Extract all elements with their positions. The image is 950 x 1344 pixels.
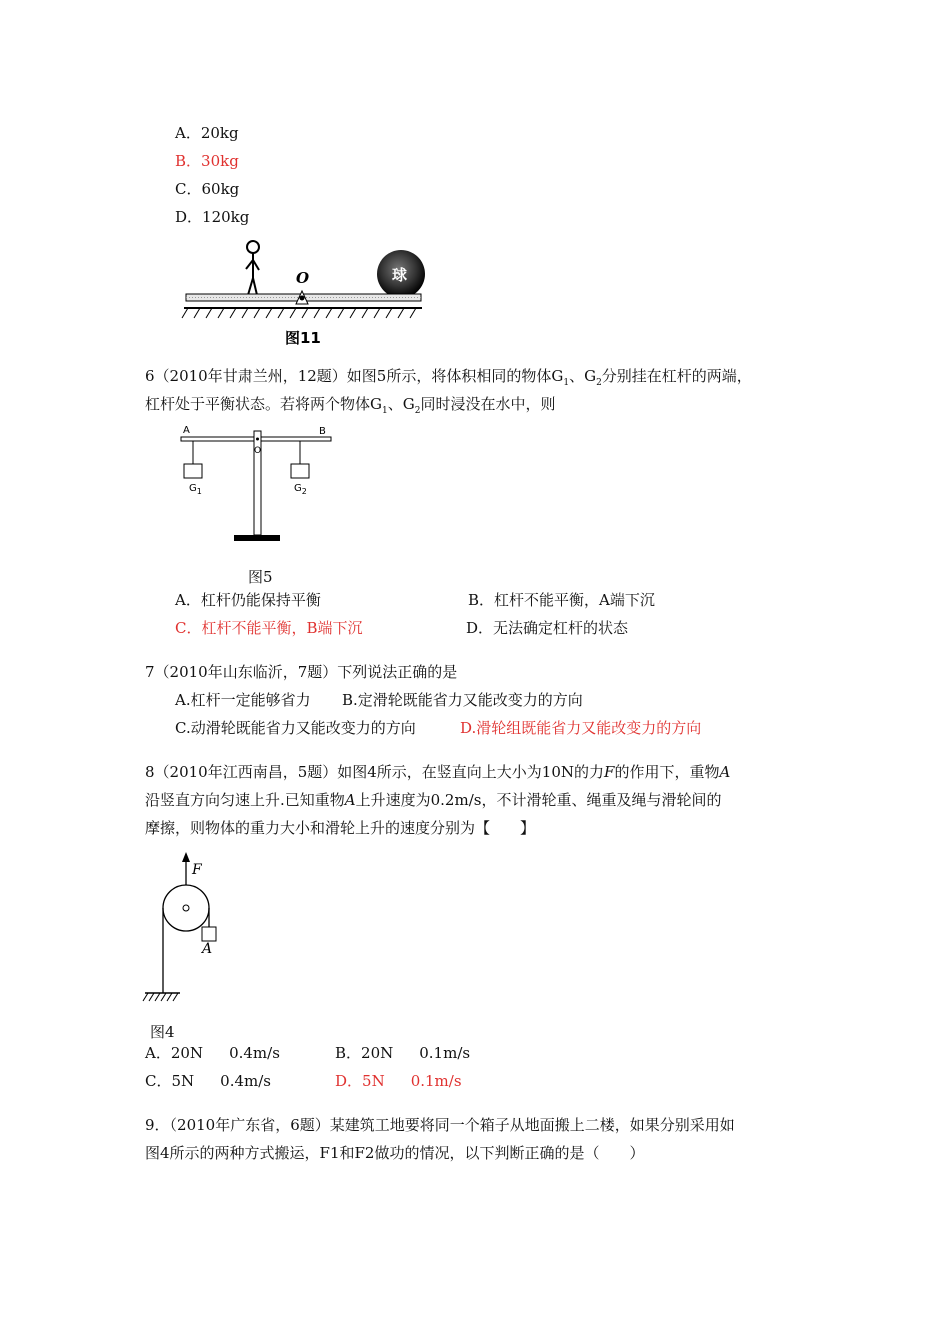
weight-g1 (184, 464, 202, 478)
q8-option-c: C．5N 0.4m/s (145, 1072, 271, 1090)
label-a-block: A (202, 941, 213, 957)
weight-g2 (291, 464, 309, 478)
pivot-label: O (296, 269, 310, 287)
q5-option-b-answer: B．30kg (175, 152, 239, 170)
force-arrow-head (182, 852, 190, 862)
label-o: O (254, 446, 262, 456)
q6-stem-line1: 6（2010年甘肃兰州，12题）如图5所示，将体积相同的物体$G_1$、$G_2$分别挂在杠杆的两端， (145, 367, 752, 388)
ball-label: 球 (392, 266, 408, 284)
label-g1: $G_1$ (189, 483, 202, 496)
label-f: F (192, 862, 202, 878)
label-a: A (183, 425, 190, 436)
q6-stem-line2: 杠杆处于平衡状态。若将两个物体$G_1$、$G_2$同时浸没在水中，则 (145, 395, 556, 416)
q8-stem-line3: 摩擦，则物体的重力大小和滑轮上升的速度分别为【 】 (145, 819, 536, 837)
q5-option-c: C．60kg (175, 180, 240, 198)
q9-stem-line2: 图4所示的两种方式搬运，F1和F2做功的情况，以下判断正确的是（ ） (145, 1144, 645, 1162)
figure-11-lever (178, 236, 428, 350)
block-a (202, 927, 216, 941)
q7-stem: 7（2010年山东临沂，7题）下列说法正确的是 (145, 663, 458, 681)
figure-4-caption: 图4 (150, 1023, 175, 1041)
q8-stem-line1: 8（2010年江西南昌，5题）如图4所示，在竖直向上大小为10N的力F的作用下，重物A (145, 763, 731, 781)
q5-option-d: D．120kg (175, 208, 250, 226)
q7-option-b: B.定滑轮既能省力又能改变力的方向 (342, 691, 583, 709)
q6-option-d: D．无法确定杠杆的状态 (466, 619, 629, 637)
figure-5-lever-stand (178, 420, 338, 550)
q6-option-a: A．杠杆仍能保持平衡 (175, 591, 321, 609)
q6-option-c-answer: C．杠杆不能平衡，B端下沉 (175, 619, 363, 637)
q9-stem-line1: 9．（2010年广东省，6题）某建筑工地要将同一个箱子从地面搬上二楼，如果分别采用如 (145, 1116, 735, 1134)
q7-option-c: C.动滑轮既能省力又能改变力的方向 (175, 719, 416, 737)
figure-11-caption: 图11 (285, 329, 321, 347)
q7-option-d-answer: D.滑轮组既能省力又能改变力的方向 (460, 719, 702, 737)
q8-option-b: B．20N 0.1m/s (335, 1044, 471, 1062)
q8-option-d-answer: D．5N 0.1m/s (335, 1072, 462, 1090)
q8-option-a: A．20N 0.4m/s (145, 1044, 280, 1062)
q5-option-a: A．20kg (175, 124, 239, 142)
q6-option-b: B．杠杆不能平衡，A端下沉 (468, 591, 655, 609)
q8-stem-line2: 沿竖直方向匀速上升.已知重物A上升速度为0.2m/s，不计滑轮重、绳重及绳与滑轮间的 (145, 791, 722, 809)
stand-base (234, 535, 280, 541)
label-g2: $G_2$ (294, 483, 307, 496)
figure-5-caption: 图5 (248, 568, 273, 586)
q7-option-a: A.杠杆一定能够省力 (175, 691, 311, 709)
figure-4-pulley (140, 850, 240, 1005)
person-figure (246, 241, 259, 295)
label-b: B (319, 426, 326, 437)
